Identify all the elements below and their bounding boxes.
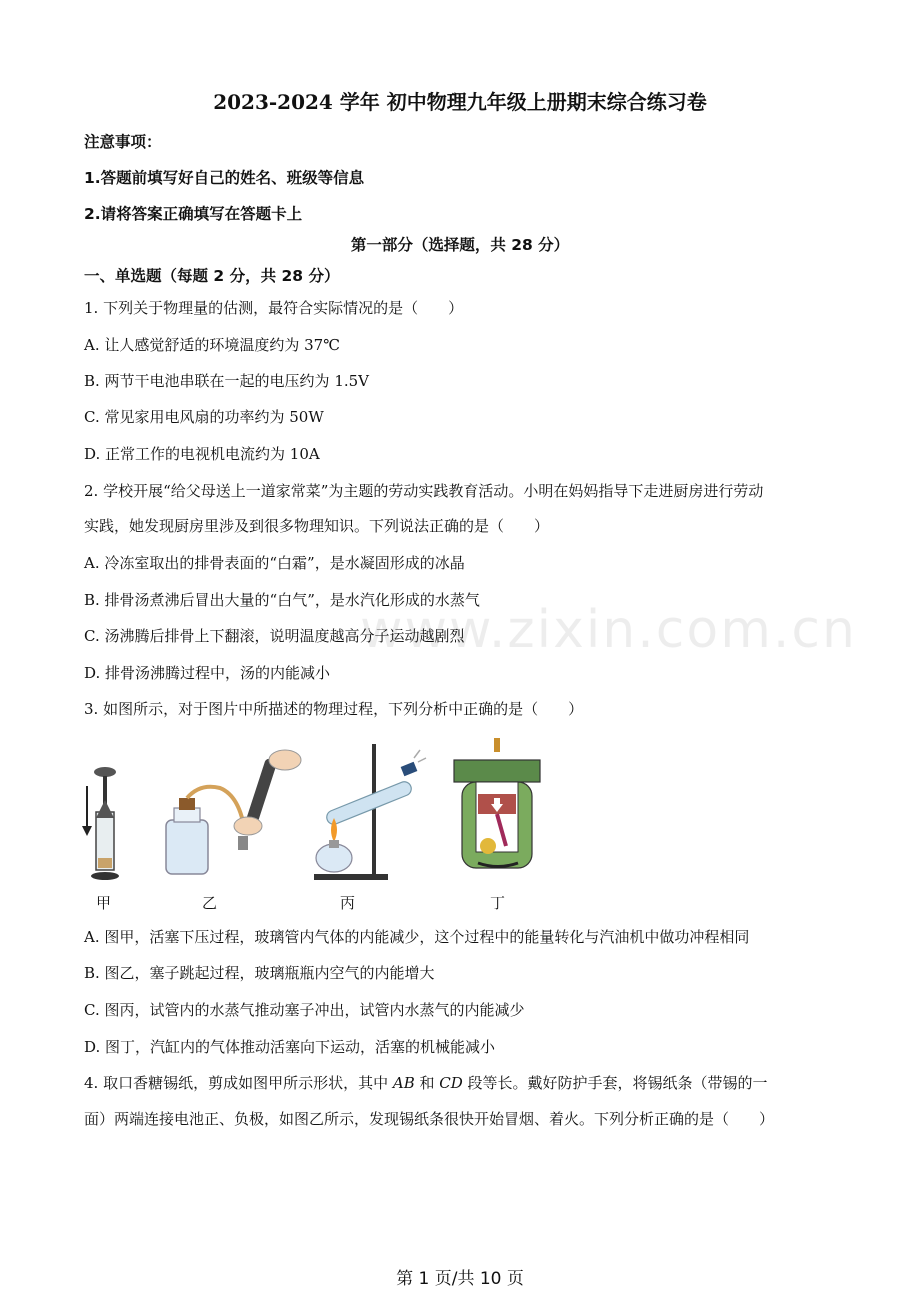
question-2-stem-line1: 2. 学校开展“给父母送上一道家常菜”为主题的劳动实践教育活动。小明在妈妈指导下走进厨房进行劳动 [84, 482, 764, 500]
page-footer: 第 1 页/共 10 页 [396, 1269, 524, 1289]
section1-heading: 一、单选题（每题 2 分，共 28 分） [84, 267, 340, 285]
question-4-stem-line1: 4. 取口香糖锡纸，剪成如图甲所示形状，其中 AB 和 CD 段等长。戴好防护手套，将锡纸条（带锡的一 [84, 1074, 768, 1092]
question-1-stem: 1. 下列关于物理量的估测，最符合实际情况的是（ ） [84, 299, 464, 317]
question-1-option-b: B. 两节干电池串联在一起的电压约为 1.5V [84, 372, 370, 390]
question-3-option-a: A. 图甲，活塞下压过程，玻璃管内气体的内能减少，这个过程中的能量转化与汽油机中做功冲程相同 [84, 928, 750, 946]
page-title: 2023-2024 学年 初中物理九年级上册期末综合练习卷 [213, 90, 707, 114]
question-2-option-d: D. 排骨汤沸腾过程中，汤的内能减小 [84, 664, 331, 682]
figure-ding-engine-cylinder [448, 738, 548, 888]
figure-label-yi: 乙 [202, 894, 218, 912]
figure-yi-bottle-pump [160, 738, 310, 888]
watermark: www.zixin.com.cn [360, 600, 857, 660]
question-1-option-a: A. 让人感觉舒适的环境温度约为 37℃ [84, 336, 341, 354]
question-4-stem-line2: 面）两端连接电池正、负极，如图乙所示，发现锡纸条很快开始冒烟、着火。下列分析正确的是（ ） [84, 1110, 775, 1128]
question-2-option-b: B. 排骨汤煮沸后冒出大量的“白气”，是水汽化形成的水蒸气 [84, 591, 480, 609]
question-2-option-a: A. 冷冻室取出的排骨表面的“白霜”，是水凝固形成的冰晶 [84, 554, 465, 572]
question-2-option-c: C. 汤沸腾后排骨上下翻滚，说明温度越高分子运动越剧烈 [84, 627, 465, 645]
question-2-stem-line2: 实践，她发现厨房里涉及到很多物理知识。下列说法正确的是（ ） [84, 517, 550, 535]
question-1-option-d: D. 正常工作的电视机电流约为 10A [84, 445, 320, 463]
figure-label-jia: 甲 [96, 894, 112, 912]
notice-heading: 注意事项： [84, 133, 162, 151]
figure-label-ding: 丁 [490, 894, 506, 912]
segment-cd: CD [439, 1074, 463, 1092]
question-1-option-c: C. 常见家用电风扇的功率约为 50W [84, 408, 324, 426]
figure-jia-fire-syringe [80, 738, 130, 888]
notice-item-2: 2.请将答案正确填写在答题卡上 [84, 205, 303, 223]
question-3-option-b: B. 图乙，塞子跳起过程，玻璃瓶瓶内空气的内能增大 [84, 964, 435, 982]
part1-heading: 第一部分（选择题，共 28 分） [350, 236, 570, 254]
question-3-option-d: D. 图丁，汽缸内的气体推动活塞向下运动，活塞的机械能减小 [84, 1038, 496, 1056]
question-3-option-c: C. 图丙，试管内的水蒸气推动塞子冲出，试管内水蒸气的内能减少 [84, 1001, 525, 1019]
figure-bing-test-tube-burner [310, 738, 430, 888]
question-3-stem: 3. 如图所示，对于图片中所描述的物理过程，下列分析中正确的是（ ） [84, 700, 584, 718]
figure-label-bing: 丙 [340, 894, 356, 912]
notice-item-1: 1.答题前填写好自己的姓名、班级等信息 [84, 169, 365, 187]
segment-ab: AB [392, 1074, 415, 1092]
